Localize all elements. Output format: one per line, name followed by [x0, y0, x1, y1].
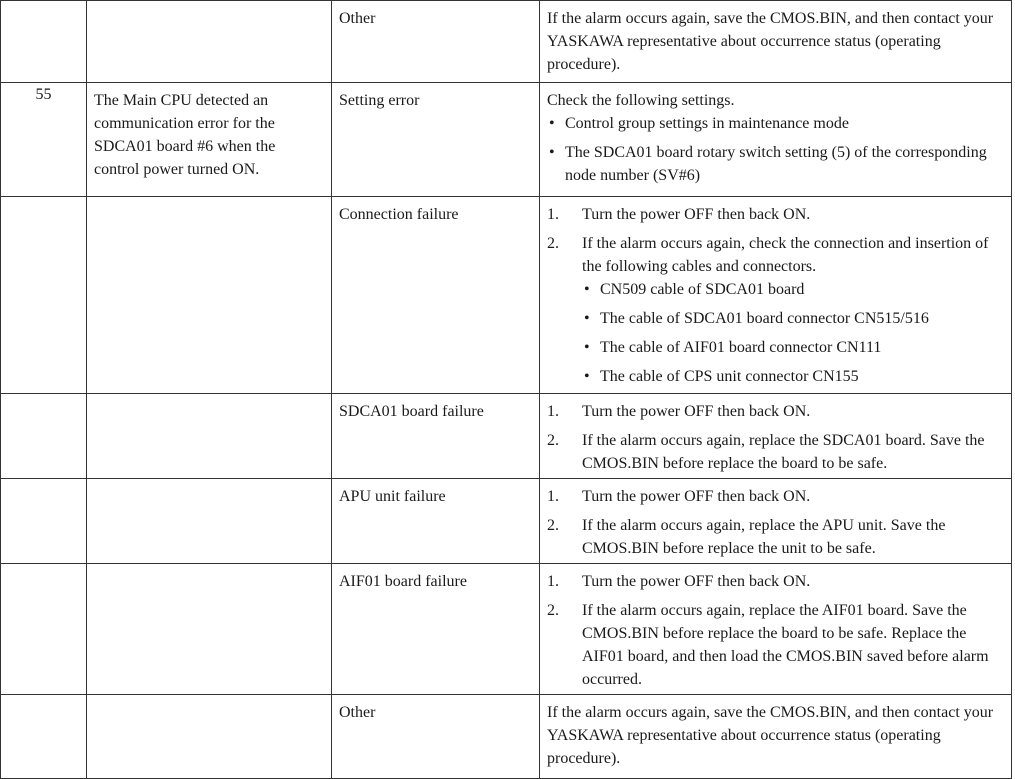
cause-cell: AIF01 board failure [332, 564, 540, 695]
list-item [547, 400, 1004, 423]
remedy-cell [540, 479, 1012, 564]
step-text: If the alarm occurs again, replace the AIF01 board. Save the CMOS.BIN before replace the board to be safe. Replace the AIF01 board, and then load the CMOS.BIN saved before alarm occurred. [582, 602, 989, 688]
cause-cell: APU unit failure [332, 479, 540, 564]
step-number: 1. [547, 206, 559, 223]
remedy-cell: If the alarm occurs again, save the CMOS.BIN, and then contact your YASKAWA representative about occurrence status (operating procedure). [540, 1, 1012, 83]
remedy-steps [547, 485, 1004, 560]
table-row [1, 394, 1012, 479]
list-item [547, 485, 1004, 508]
list-item: • The cable of SDCA01 board connector CN515/516 [582, 307, 1004, 330]
table-row [1, 83, 1012, 197]
alarm-number-cell [1, 564, 87, 695]
table-row [1, 197, 1012, 394]
cause-cell: Other [332, 695, 540, 779]
step-number: 2. [547, 235, 559, 252]
alarm-description-cell [87, 479, 332, 564]
connector-bullet-list [582, 278, 1004, 388]
alarm-description-cell [87, 1, 332, 83]
step-text: If the alarm occurs again, replace the SDCA01 board. Save the CMOS.BIN before replace the board to be safe. [582, 432, 985, 472]
alarm-number-cell [1, 1, 87, 83]
remedy-cell [540, 564, 1012, 695]
step-number: 2. [547, 432, 559, 449]
list-item [547, 570, 1004, 593]
remedy-bullet-list [547, 112, 1004, 187]
remedy-steps [547, 570, 1004, 691]
step-number: 1. [547, 488, 559, 505]
cause-cell: Other [332, 1, 540, 83]
step-text: If the alarm occurs again, check the connection and insertion of the following cables and connectors. [582, 235, 989, 275]
list-item: • CN509 cable of SDCA01 board [582, 278, 1004, 301]
remedy-intro: Check the following settings. [547, 92, 735, 109]
cause-cell: Connection failure [332, 197, 540, 394]
table-row [1, 695, 1012, 779]
list-item [547, 599, 1004, 691]
alarm-number: 55 [35, 86, 52, 103]
step-text: Turn the power OFF then back ON. [582, 403, 811, 420]
remedy-cell [540, 197, 1012, 394]
alarm-description-cell [87, 197, 332, 394]
list-item: • The SDCA01 board rotary switch setting (5) of the corresponding node number (SV#6) [547, 141, 1004, 187]
list-item: • The cable of CPS unit connector CN155 [582, 365, 1004, 388]
remedy-cell: If the alarm occurs again, save the CMOS.BIN, and then contact your YASKAWA representative about occurrence status (operating procedure). [540, 695, 1012, 779]
table-row [1, 1, 1012, 83]
alarm-number-cell [1, 197, 87, 394]
remedy-cell [540, 83, 1012, 197]
table-row [1, 479, 1012, 564]
alarm-number-cell [1, 83, 87, 197]
list-item: • The cable of AIF01 board connector CN111 [582, 336, 1004, 359]
remedy-steps [547, 400, 1004, 475]
alarm-number-cell [1, 394, 87, 479]
table-row [1, 564, 1012, 695]
remedy-steps [547, 203, 1004, 388]
list-item [547, 429, 1004, 475]
step-text: If the alarm occurs again, replace the APU unit. Save the CMOS.BIN before replace the unit to be safe. [582, 517, 946, 557]
list-item [547, 514, 1004, 560]
cause-cell: SDCA01 board failure [332, 394, 540, 479]
alarm-number-cell [1, 695, 87, 779]
list-item [547, 203, 1004, 226]
remedy-cell [540, 394, 1012, 479]
alarm-description-cell [87, 564, 332, 695]
step-number: 2. [547, 602, 559, 619]
list-item: • Control group settings in maintenance mode [547, 112, 1004, 135]
cause-cell: Setting error [332, 83, 540, 197]
step-text: Turn the power OFF then back ON. [582, 488, 811, 505]
step-number: 1. [547, 573, 559, 590]
alarm-number-cell [1, 479, 87, 564]
step-number: 1. [547, 403, 559, 420]
step-text: Turn the power OFF then back ON. [582, 573, 811, 590]
alarm-description-cell [87, 394, 332, 479]
step-text: Turn the power OFF then back ON. [582, 206, 811, 223]
alarm-description-cell [87, 695, 332, 779]
alarm-description-cell: The Main CPU detected an communication error for the SDCA01 board #6 when the control power turned ON. [87, 83, 332, 197]
step-number: 2. [547, 517, 559, 534]
list-item [547, 232, 1004, 388]
